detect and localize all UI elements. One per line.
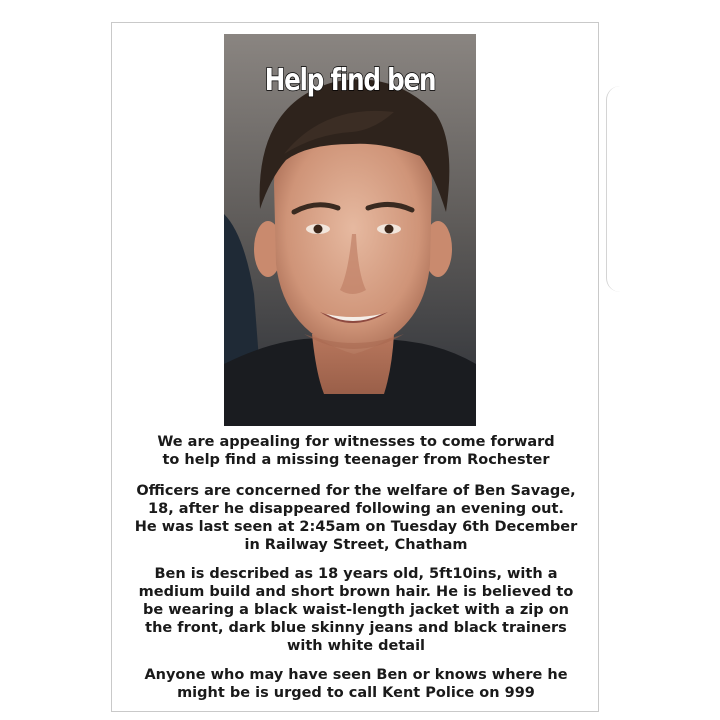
text-line: in Railway Street, Chatham: [244, 537, 468, 553]
welfare-paragraph: [112, 482, 600, 554]
page-edge-curve: [606, 86, 621, 292]
text-line: Anyone who may have seen Ben or knows where he: [144, 667, 568, 683]
portrait-photo: [224, 34, 476, 426]
text-line: medium build and short brown hair. He is believed to: [138, 584, 574, 600]
text-line: We are appealing for witnesses to come forward: [157, 434, 555, 450]
missing-person-poster: [111, 22, 599, 712]
description-paragraph: [112, 565, 600, 655]
text-line: Ben is described as 18 years old, 5ft10ins, with a: [154, 566, 558, 582]
text-line: might be is urged to call Kent Police on 999: [177, 685, 535, 701]
text-line: the front, dark blue skinny jeans and black trainers: [145, 620, 567, 636]
text-line: to help find a missing teenager from Rochester: [162, 452, 550, 468]
contact-paragraph: [112, 666, 600, 702]
text-line: with white detail: [286, 638, 426, 654]
text-line: 18, after he disappeared following an evening out.: [148, 501, 564, 517]
text-line: Officers are concerned for the welfare of Ben Savage,: [136, 483, 576, 499]
text-line: He was last seen at 2:45am on Tuesday 6th December: [134, 519, 578, 535]
appeal-paragraph: [112, 433, 600, 469]
text-line: be wearing a black waist-length jacket with a zip on: [143, 602, 569, 618]
poster-headline: Help find ben: [264, 63, 436, 98]
